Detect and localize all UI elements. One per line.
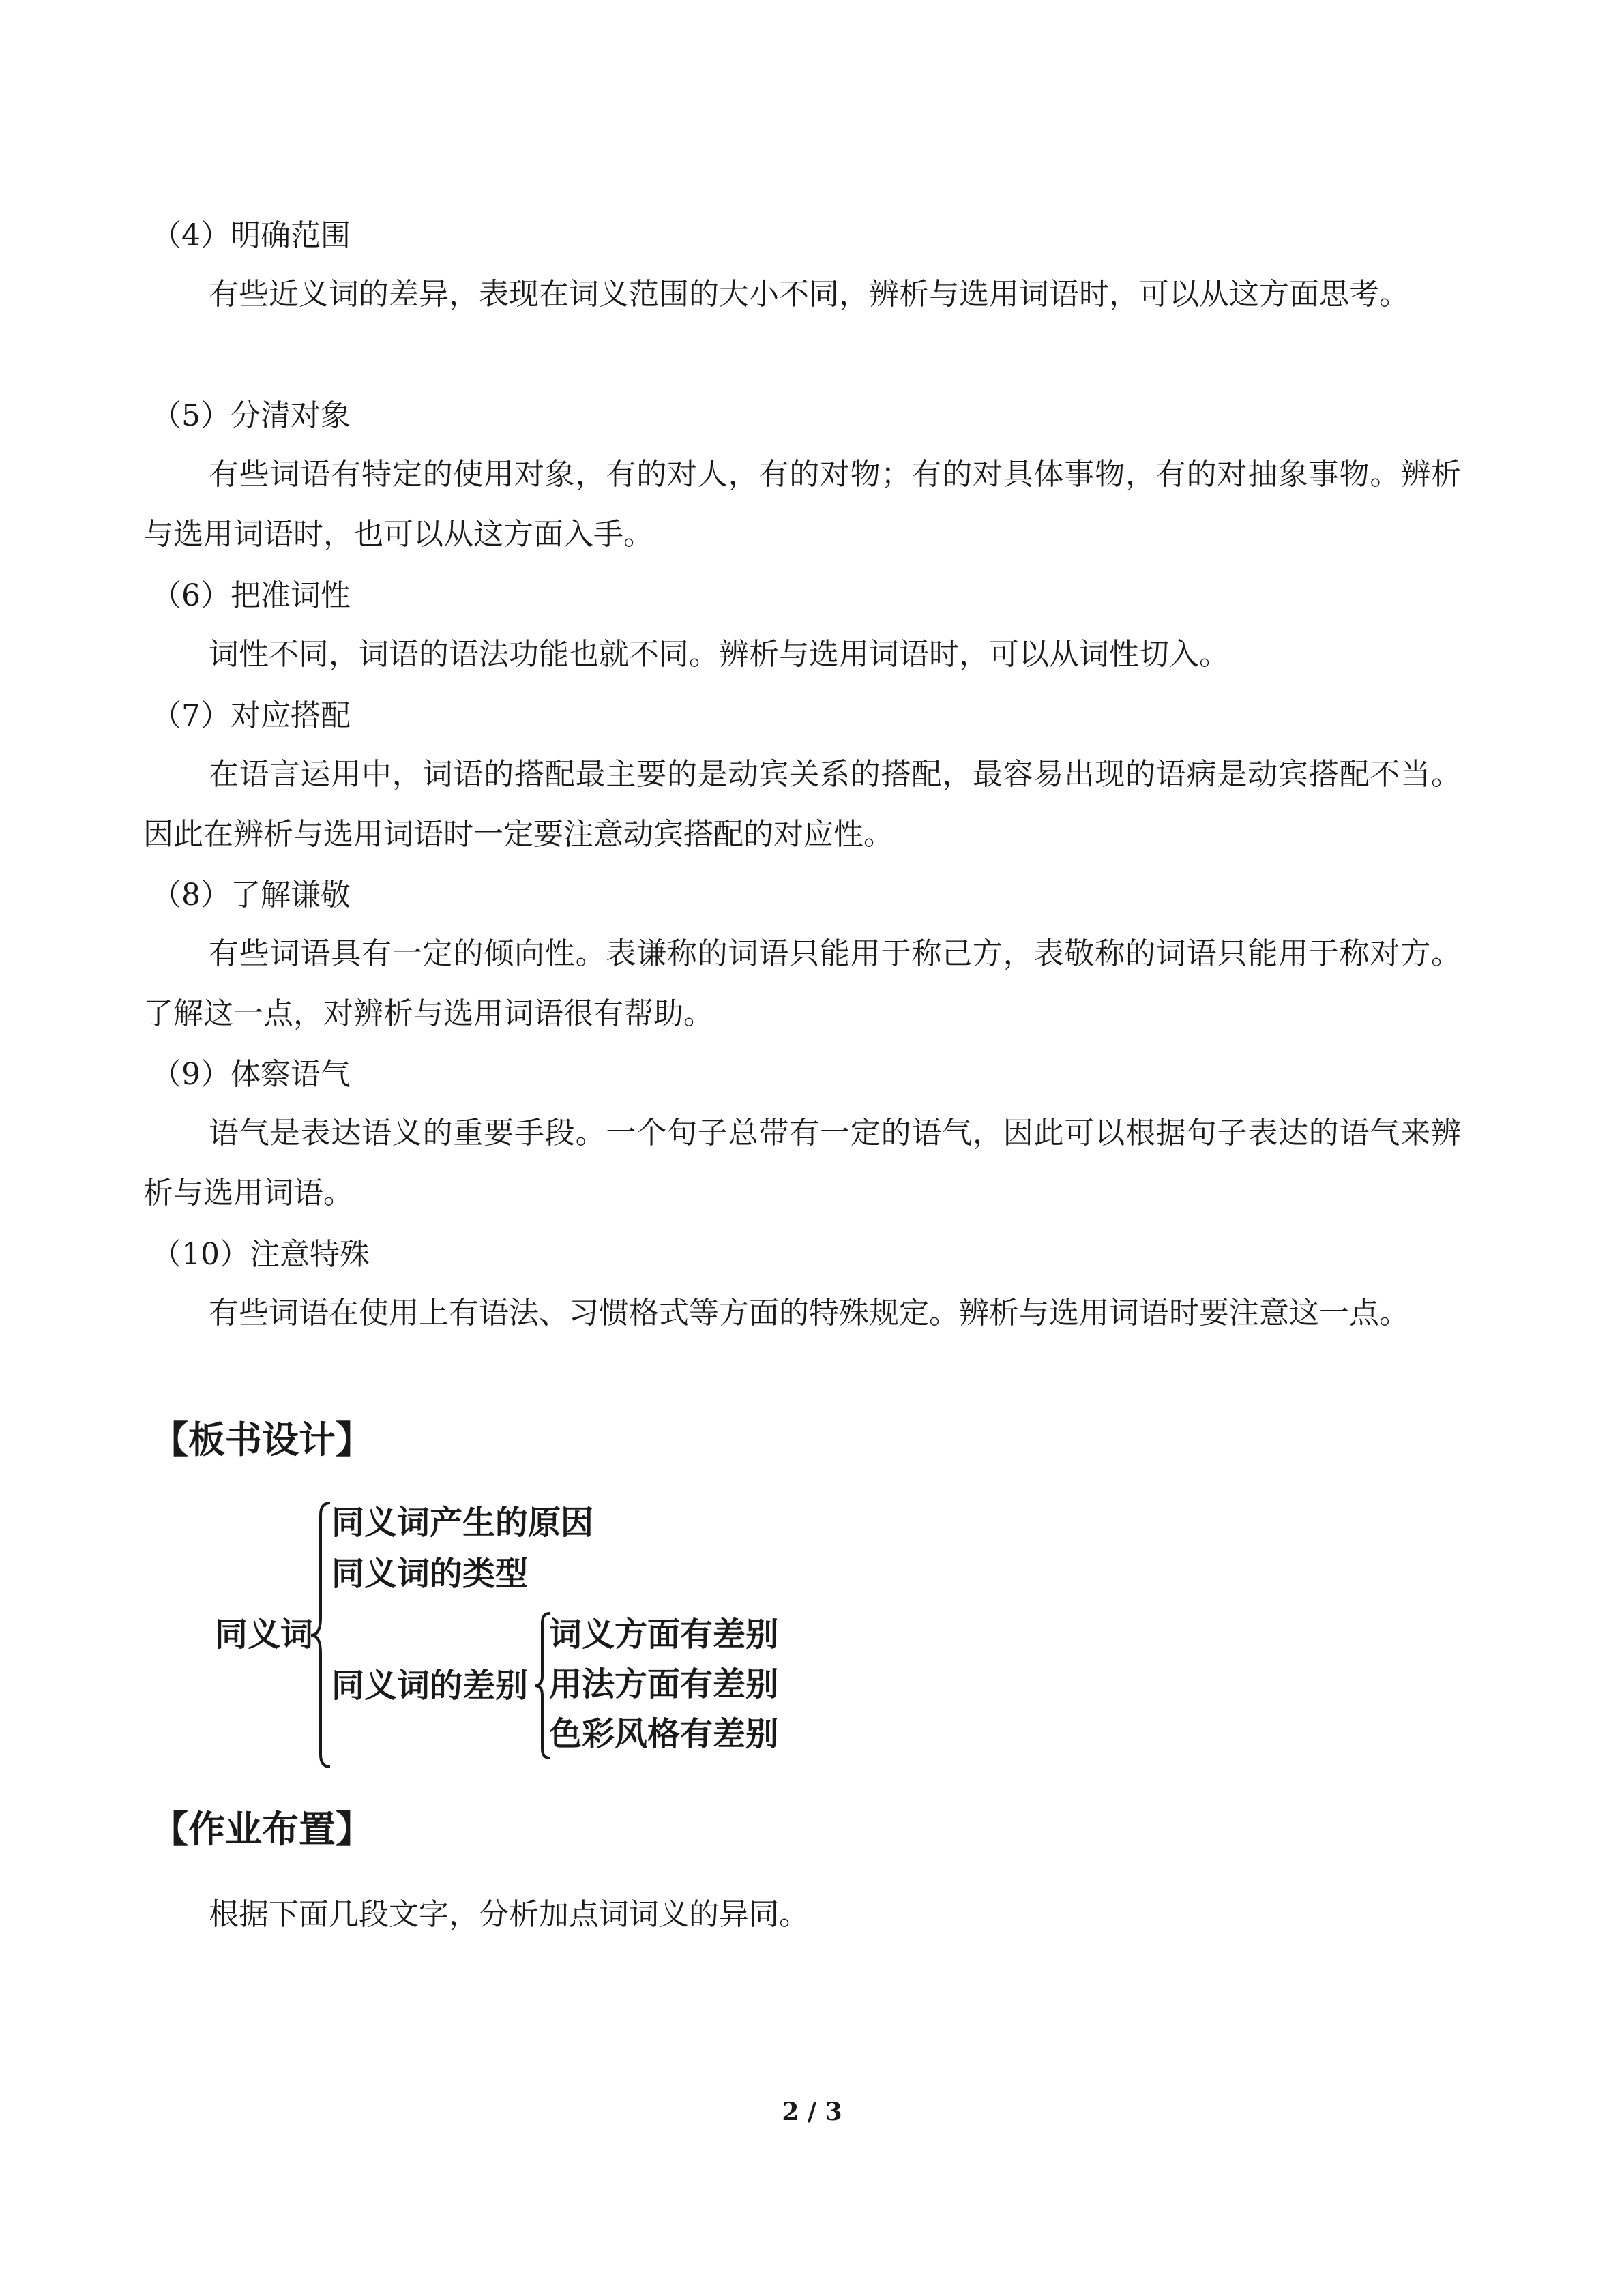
board-sub-branch-1: 词义方面有差别 <box>549 1615 779 1654</box>
left-brace-icon <box>306 1500 333 1770</box>
section-body-10: 有些词语在使用上有语法、习惯格式等方面的特殊规定。辨析与选用词语时要注意这一点。 <box>209 1296 1409 1330</box>
section-heading-10: （10）注意特殊 <box>151 1237 370 1272</box>
section-body-4: 有些近义词的差异，表现在词义范围的大小不同，辨析与选用词语时，可以从这方面思考。 <box>209 277 1409 312</box>
board-root-label: 同义词 <box>215 1615 314 1654</box>
section-heading-7: （7）对应搭配 <box>151 698 351 733</box>
section-heading-8: （8）了解谦敬 <box>151 878 351 912</box>
section-heading-5: （5）分清对象 <box>151 398 351 433</box>
section-heading-6: （6）把准词性 <box>151 578 351 613</box>
board-branch-3: 同义词的差别 <box>331 1667 529 1705</box>
section-body-5: 有些词语有特定的使用对象，有的对人，有的对物；有的对具体事物，有的对抽象事物。辨析与选用词语时，也可以从这方面入手。 <box>143 457 1461 552</box>
page-number: 2 / 3 <box>782 2098 842 2126</box>
section-body-6: 词性不同，词语的语法功能也就不同。辨析与选用词语时，可以从词性切入。 <box>209 637 1229 672</box>
board-branch-2: 同义词的类型 <box>331 1555 529 1593</box>
homework-text: 根据下面几段文字，分析加点词词义的异同。 <box>209 1897 809 1932</box>
board-design-title: 【板书设计】 <box>151 1418 372 1461</box>
section-body-8: 有些词语具有一定的倾向性。表谦称的词语只能用于称己方，表敬称的词语只能用于称对方。了解这一点，对辨析与选用词语很有帮助。 <box>143 936 1461 1031</box>
homework-title: 【作业布置】 <box>151 1808 372 1851</box>
section-heading-4: （4）明确范围 <box>151 218 351 253</box>
board-sub-branch-2: 用法方面有差别 <box>549 1665 779 1703</box>
board-branch-1: 同义词产生的原因 <box>331 1504 594 1542</box>
section-heading-9: （9）体察语气 <box>151 1057 351 1092</box>
board-sub-branch-3: 色彩风格有差别 <box>549 1715 779 1753</box>
section-body-9: 语气是表达语义的重要手段。一个句子总带有一定的语气，因此可以根据句子表达的语气来辨析与选用词语。 <box>143 1116 1461 1210</box>
section-body-7: 在语言运用中，词语的搭配最主要的是动宾关系的搭配，最容易出现的语病是动宾搭配不当。因此在辨析与选用词语时一定要注意动宾搭配的对应性。 <box>143 757 1461 852</box>
